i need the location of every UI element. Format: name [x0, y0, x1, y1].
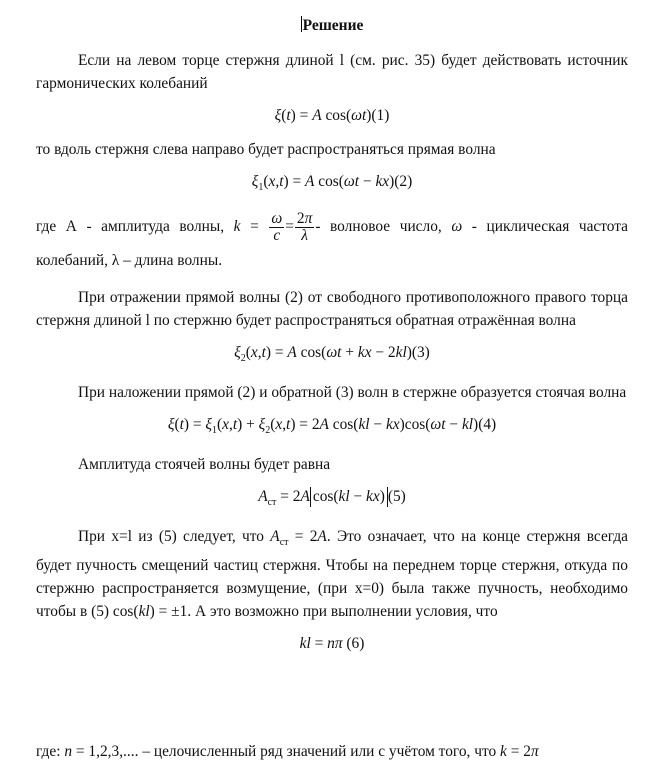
text-cursor: [301, 16, 302, 32]
paragraph-4: При отражении прямой волны (2) от свободного противоположного правого торца стержня длиной l по стержню будет распространяться обратная отражённая волна: [36, 289, 628, 329]
formula-number: (4): [478, 416, 497, 433]
omega-symbol: ω: [451, 218, 463, 235]
page-title: Решение: [302, 17, 364, 34]
paragraph-7: При x=l из (5) следует, что $A_{ст} = 2A$. Это означает, что на конце стержня всегда будет пучность смещений частиц стержня. Чтобы на переднем торце стержня, откуда по стержню распространяется возмущение, (при x=0) была также пучность, необходимо чтобы в (5) cos(kl) = ±1. А это возможно при выполнении условия, что: [36, 528, 628, 620]
paragraph-6: Амплитуда стоячей волны будет равна: [78, 456, 331, 473]
standing-amplitude-inline: $A_{ст} = 2A$: [270, 528, 327, 548]
formula-number: (5): [387, 488, 406, 505]
paragraph-8-partial: где: n = 1,2,3,.... – целочисленный ряд значений или с учётом того, что k = 2π: [36, 743, 539, 760]
wave-number-definition: k = $\frac{\omega}{c}$ = $\frac{2\pi}{\lambda}$: [233, 209, 313, 244]
formula-6: kl = nπ (6): [299, 635, 365, 652]
formula-5: $A_{ст} = 2A$ cos(kl − kx) (5): [258, 488, 406, 508]
paragraph-2: то вдоль стержня слева направо будет распространяться прямая волна: [36, 141, 496, 158]
n-series-inline: n = 1,2,3,....: [64, 743, 139, 760]
formula-number: (1): [371, 107, 390, 124]
paragraph-5: При наложении прямой (2) и обратной (3) волн в стержне образуется стоячая волна: [78, 384, 627, 401]
formula-4: $\xi(t) = \xi_1(x,t) + \xi_2(x,t) = 2A$ cos(kl − kx)cos(ωt − kl)(4): [167, 416, 497, 436]
formula-1: ξ(t) = A cos(ωt)(1): [274, 107, 390, 124]
paragraph-3: где А - амплитуда волны, k = $\frac{\omega}{c}$ = $\frac{2\pi}{\lambda}$ - волновое число, ω - циклическая частота колебаний, λ – длина волны.: [36, 209, 629, 269]
formula-3: $\xi_2(x,t) = A$ cos(ωt + kx − 2kl)(3): [234, 344, 430, 364]
formula-number: (3): [411, 344, 430, 361]
k-fraction-partial: k = 2π: [500, 743, 539, 760]
formula-number: (2): [394, 173, 413, 190]
paragraph-1: Если на левом торце стержня длиной l (см. рис. 35) будет действовать источник гармонических колебаний: [36, 52, 628, 92]
formula-2: $\xi_1(x,t) = A$ cos(ωt − kx)(2): [251, 173, 413, 193]
cos-condition-inline: cos(kl) = ±1: [112, 603, 188, 620]
formula-number: (6): [346, 635, 365, 652]
